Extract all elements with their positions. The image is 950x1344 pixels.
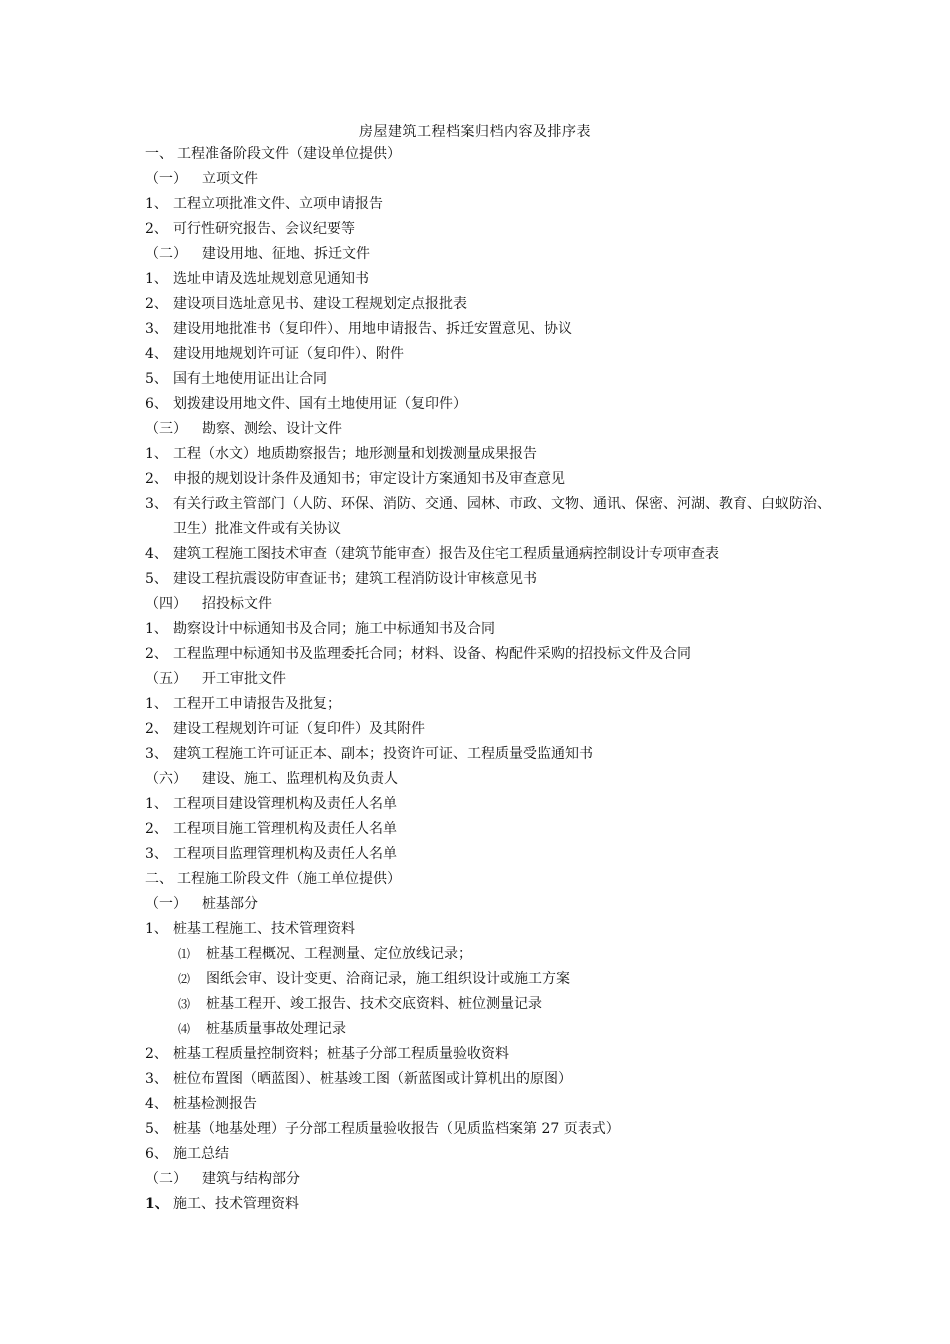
line-text: 桩基（地基处理）子分部工程质量验收报告（见质监档案第 27 页表式）: [173, 1121, 620, 1137]
line-number: ⑷: [178, 1022, 191, 1036]
line-number: 3、: [145, 846, 168, 862]
line-text: 划拨建设用地文件、国有土地使用证（复印件）: [173, 396, 467, 412]
outline-line-sec: [0, 871, 950, 896]
outline-line-sub: [0, 896, 950, 921]
line-text: 选址申请及选址规划意见通知书: [173, 271, 369, 287]
outline-line-item: [0, 796, 950, 821]
line-text: 桩位布置图（晒蓝图）、桩基竣工图（新蓝图或计算机出的原图）: [173, 1071, 572, 1087]
line-number: （一）: [145, 896, 187, 912]
line-number: （五）: [145, 671, 187, 687]
line-number: 3、: [145, 321, 168, 337]
outline-line-item: [0, 1146, 950, 1171]
outline-line-sub: [0, 771, 950, 796]
outline-line-item1: [0, 1196, 950, 1221]
line-text: 可行性研究报告、会议纪要等: [173, 221, 355, 237]
outline-line-sec: [0, 146, 950, 171]
line-number: （三）: [145, 421, 187, 437]
line-text: 工程立项批准文件、立项申请报告: [173, 196, 383, 212]
line-number: 2、: [145, 1046, 168, 1062]
line-number: 3、: [145, 1071, 168, 1087]
line-number: 4、: [145, 346, 168, 362]
line-number: 1、: [145, 621, 168, 637]
line-number: 6、: [145, 396, 168, 412]
line-text: 桩基检测报告: [173, 1096, 257, 1112]
outline-line-sub: [0, 171, 950, 196]
outline-line-item: [0, 696, 950, 721]
line-number: 1、: [145, 921, 168, 937]
outline-line-item: [0, 1071, 950, 1096]
outline-line-item: [0, 921, 950, 946]
line-text: 桩基工程开、竣工报告、技术交底资料、桩位测量记录: [206, 996, 542, 1012]
line-number: 3、: [145, 496, 168, 512]
line-text: 建设用地批准书（复印件）、用地申请报告、拆迁安置意见、协议: [173, 321, 572, 337]
line-text: 建设工程规划许可证（复印件）及其附件: [173, 721, 425, 737]
outline-line-sub: [0, 671, 950, 696]
line-number: 5、: [145, 1121, 168, 1137]
line-text: 建设工程抗震设防审查证书；建筑工程消防设计审核意见书: [173, 571, 537, 587]
outline-line-item: [0, 446, 950, 471]
line-text: 工程监理中标通知书及监理委托合同；材料、设备、构配件采购的招投标文件及合同: [173, 646, 691, 662]
line-text: 建设、施工、监理机构及负责人: [202, 771, 398, 787]
outline-line-item: [0, 196, 950, 221]
outline-list: [0, 146, 950, 1221]
line-number: 1、: [145, 271, 168, 287]
line-number: ⑴: [178, 947, 191, 961]
line-text: 桩基工程概况、工程测量、定位放线记录；: [206, 946, 472, 962]
line-text: 建筑工程施工图技术审查（建筑节能审查）报告及住宅工程质量通病控制设计专项审查表: [173, 546, 719, 562]
outline-line-item: [0, 471, 950, 496]
line-number: 5、: [145, 571, 168, 587]
line-number: （二）: [145, 246, 187, 262]
line-number: 6、: [145, 1146, 168, 1162]
outline-line-sub: [0, 1171, 950, 1196]
outline-line-item: [0, 371, 950, 396]
outline-line-sub: [0, 596, 950, 621]
line-text: 桩基工程质量控制资料；桩基子分部工程质量验收资料: [173, 1046, 509, 1062]
outline-line-item: [0, 821, 950, 846]
outline-line-item: [0, 296, 950, 321]
line-text: 建设用地、征地、拆迁文件: [202, 246, 370, 262]
line-number: 2、: [145, 221, 168, 237]
line-text: 工程施工阶段文件（施工单位提供）: [177, 871, 401, 887]
line-number: 4、: [145, 1096, 168, 1112]
outline-line-item: [0, 546, 950, 571]
line-text: 勘察设计中标通知书及合同；施工中标通知书及合同: [173, 621, 495, 637]
line-text: 工程项目建设管理机构及责任人名单: [173, 796, 397, 812]
line-text: 申报的规划设计条件及通知书；审定设计方案通知书及审查意见: [173, 471, 565, 487]
document-title: 房屋建筑工程档案归档内容及排序表: [359, 124, 591, 140]
line-text: 有关行政主管部门（人防、环保、消防、交通、园林、市政、文物、通讯、保密、河湖、教育、白蚁防治、: [173, 496, 831, 512]
outline-line-sub2: [0, 996, 950, 1021]
line-text: 工程项目监理管理机构及责任人名单: [173, 846, 397, 862]
line-number: 一、: [145, 146, 173, 162]
outline-line-item: [0, 721, 950, 746]
outline-line-sub2: [0, 971, 950, 996]
outline-line-item: [0, 396, 950, 421]
line-text: 工程（水文）地质勘察报告；地形测量和划拨测量成果报告: [173, 446, 537, 462]
outline-line-item: [0, 846, 950, 871]
line-text: 工程开工申请报告及批复；: [173, 696, 341, 712]
line-text: 桩基工程施工、技术管理资料: [173, 921, 355, 937]
outline-line-item: [0, 746, 950, 771]
line-number: 5、: [145, 371, 168, 387]
outline-line-sub2: [0, 946, 950, 971]
outline-line-item: [0, 646, 950, 671]
line-number: 2、: [145, 646, 168, 662]
line-number: 1、: [145, 196, 168, 212]
outline-line-item: [0, 1096, 950, 1121]
line-number: ⑵: [178, 972, 191, 986]
outline-line-item: [0, 271, 950, 296]
line-number: 2、: [145, 721, 168, 737]
outline-line-item: [0, 346, 950, 371]
line-text: 桩基部分: [202, 896, 258, 912]
line-text: 建设项目选址意见书、建设工程规划定点报批表: [173, 296, 467, 312]
line-text: 建筑工程施工许可证正本、副本；投资许可证、工程质量受监通知书: [173, 746, 593, 762]
line-text: 开工审批文件: [202, 671, 286, 687]
line-number: 3、: [145, 746, 168, 762]
line-number: 4、: [145, 546, 168, 562]
line-text: 工程准备阶段文件（建设单位提供）: [177, 146, 401, 162]
line-number: （四）: [145, 596, 187, 612]
line-number: （一）: [145, 171, 187, 187]
line-text: 桩基质量事故处理记录: [206, 1021, 346, 1037]
line-number: 2、: [145, 296, 168, 312]
line-number: 二、: [145, 871, 173, 887]
outline-line-item: [0, 496, 950, 521]
line-text: 施工总结: [173, 1146, 229, 1162]
outline-line-item: [0, 571, 950, 596]
line-number: ⑶: [178, 997, 191, 1011]
line-number: （二）: [145, 1171, 187, 1187]
outline-line-item: [0, 321, 950, 346]
line-number: 1、: [145, 696, 168, 712]
line-text: 招投标文件: [202, 596, 272, 612]
outline-line-item: [0, 1046, 950, 1071]
line-text: 建设用地规划许可证（复印件）、附件: [173, 346, 404, 362]
line-number: 2、: [145, 471, 168, 487]
line-text: 图纸会审、设计变更、洽商记录，施工组织设计或施工方案: [206, 971, 570, 987]
line-text: 国有土地使用证出让合同: [173, 371, 327, 387]
line-text: 工程项目施工管理机构及责任人名单: [173, 821, 397, 837]
outline-line-sub2: [0, 1021, 950, 1046]
outline-line-cont: [0, 521, 950, 546]
outline-line-item: [0, 621, 950, 646]
line-number: 2、: [145, 821, 168, 837]
line-number: 1、: [145, 796, 168, 812]
line-number: 1、: [145, 1196, 169, 1212]
line-number: （六）: [145, 771, 187, 787]
outline-line-sub: [0, 246, 950, 271]
line-text: 立项文件: [202, 171, 258, 187]
line-number: 1、: [145, 446, 168, 462]
outline-line-item: [0, 1121, 950, 1146]
line-text: 卫生）批准文件或有关协议: [173, 521, 341, 537]
line-text: 施工、技术管理资料: [173, 1196, 299, 1212]
line-text: 建筑与结构部分: [202, 1171, 300, 1187]
outline-line-item: [0, 221, 950, 246]
line-text: 勘察、测绘、设计文件: [202, 421, 342, 437]
outline-line-sub: [0, 421, 950, 446]
